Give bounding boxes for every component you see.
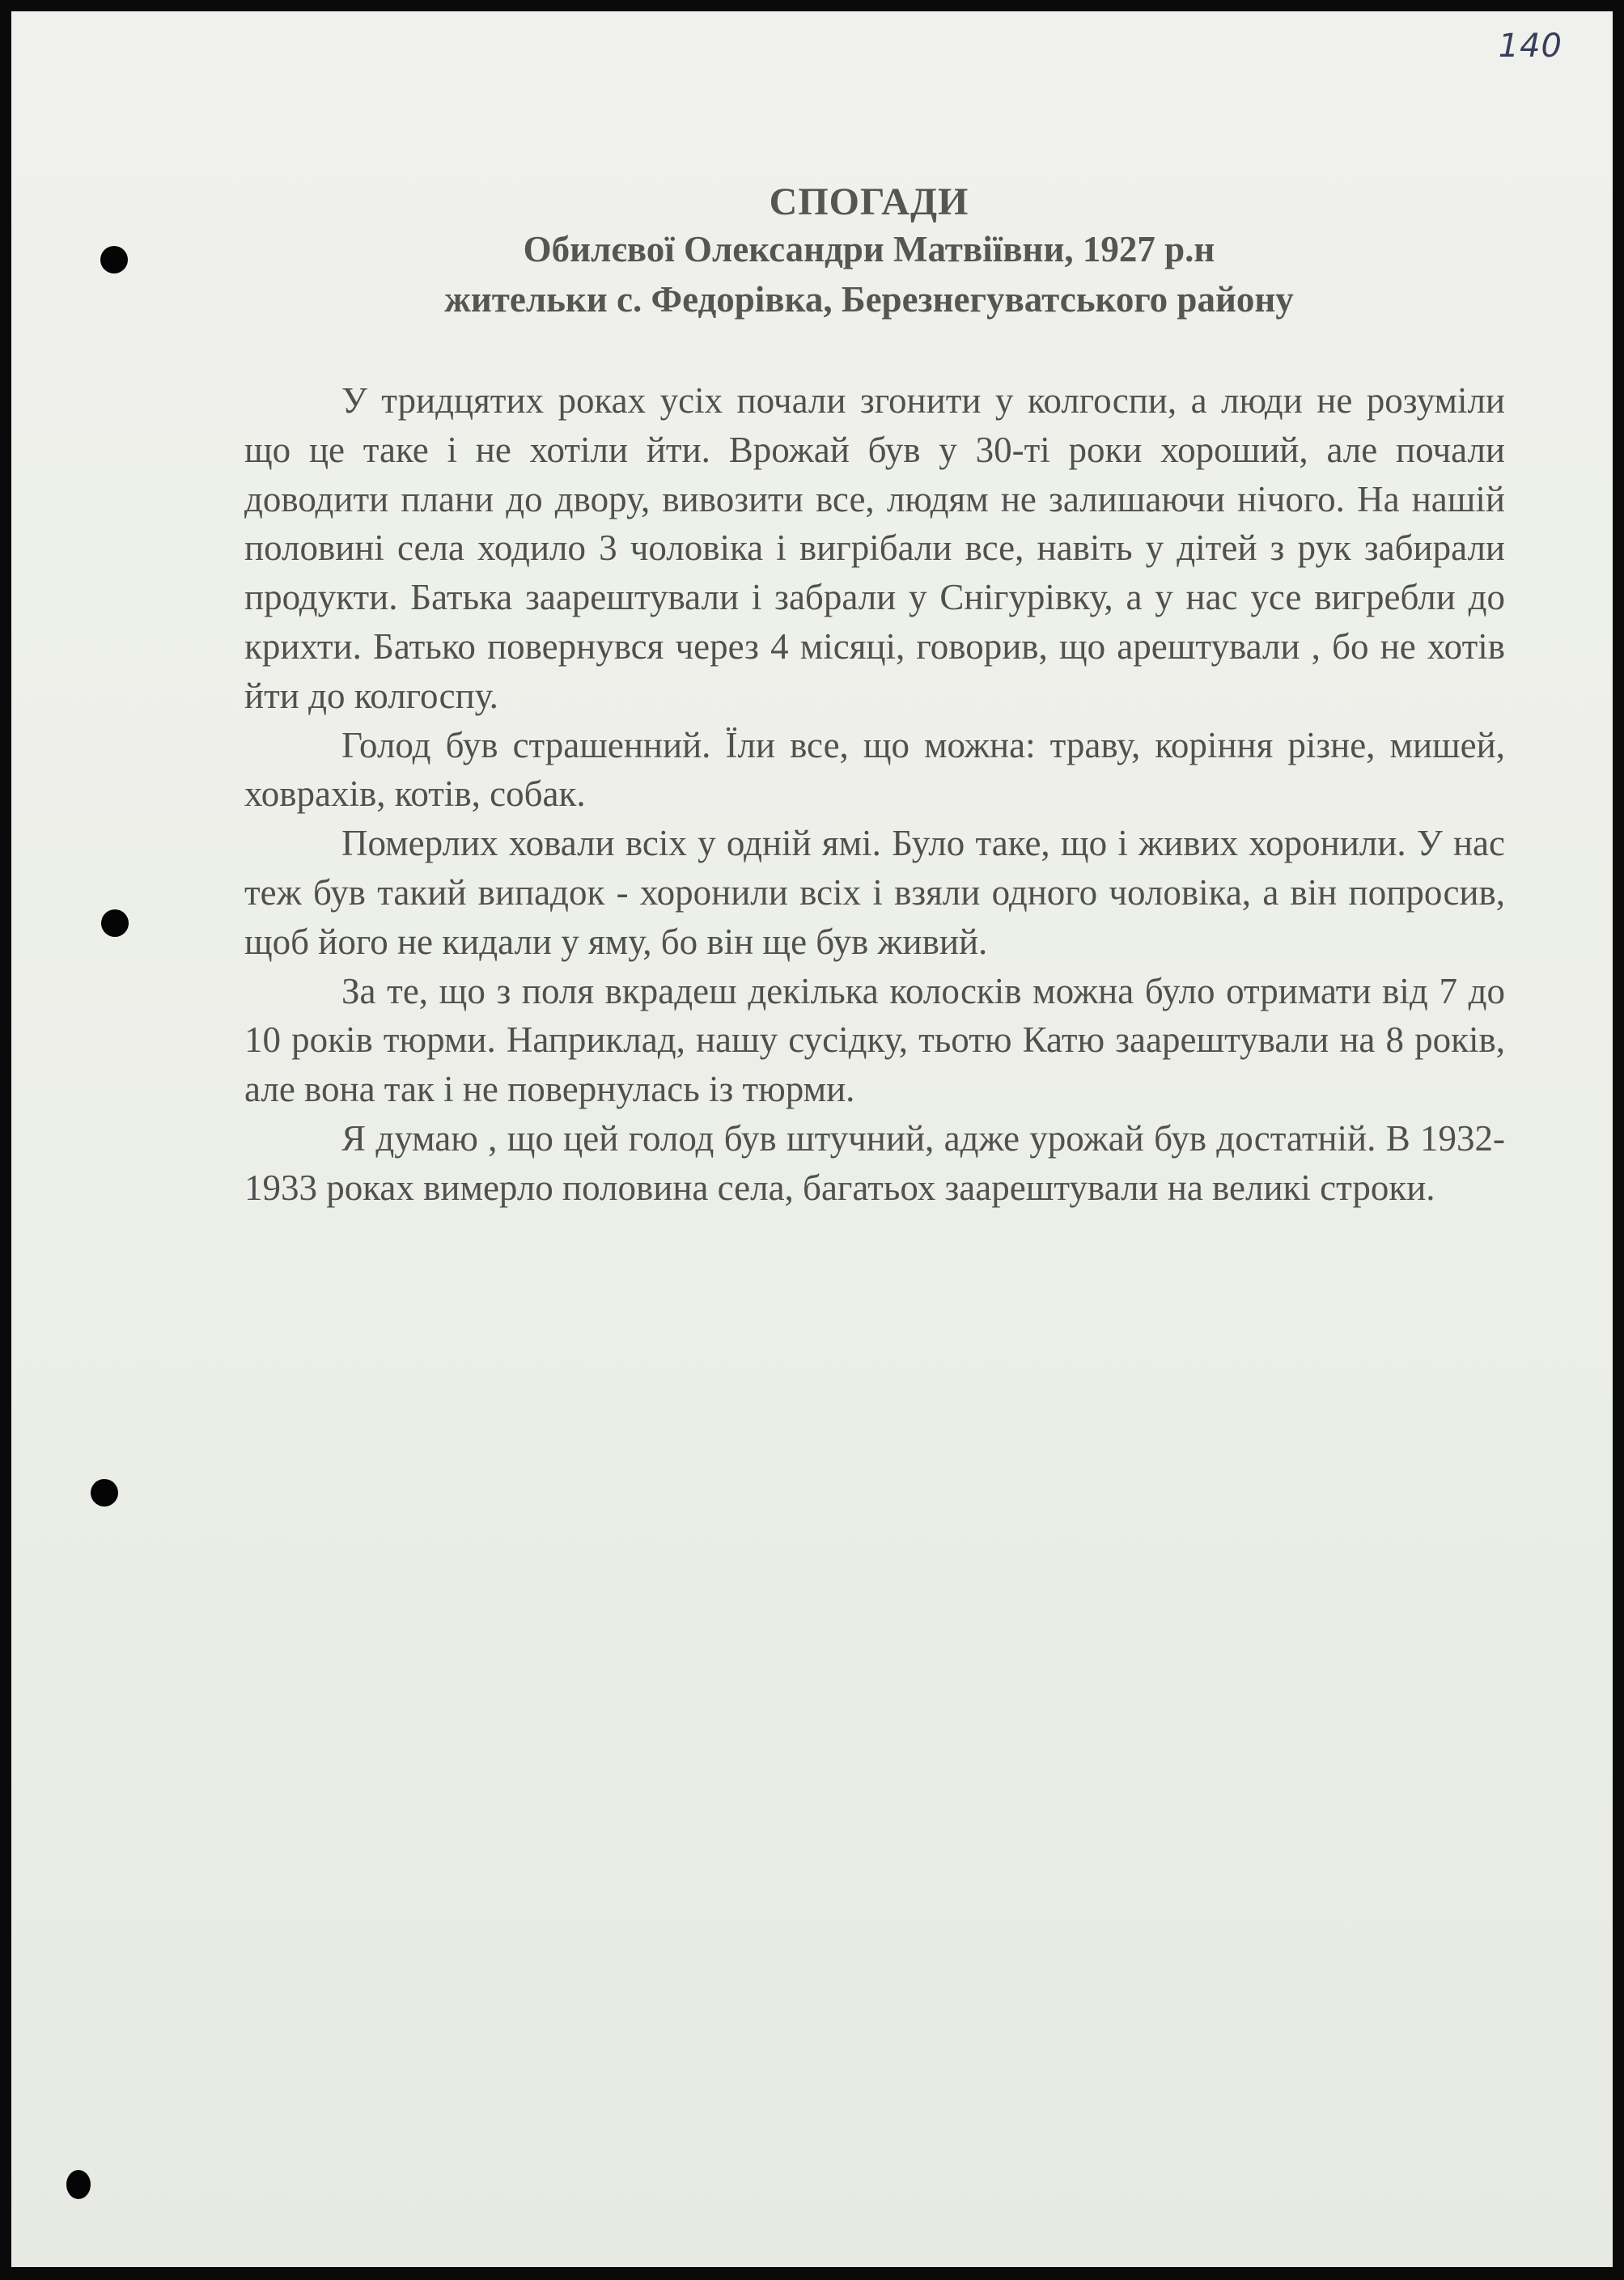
document-title: СПОГАДИ (769, 180, 969, 223)
author-residence-line: жительки с. Федорівка, Березнегуватського району (444, 279, 1294, 320)
paragraph: Я думаю , що цей голод був штучний, адже урожай був достатній. В 1932-1933 роках вимерло половина села, багатьох заарештували на великі строки. (244, 1117, 1505, 1208)
author-name-line: Обилєвої Олександри Матвіївни, 1927 р.н (523, 229, 1215, 269)
paragraph: У тридцятих роках усіх почали згонити у колгоспи, а люди не розуміли що це таке і не хотіли йти. Врожай був у 30-ті роки хороший, але почали доводити плани до двору, вивозити все, людям не залишаючи нічого. На нашій половині села ходило 3 чоловіка і вигрібали все, навіть у дітей з рук забирали продукти. Батька заарештували і забрали у Снігурівку, а у нас усе вигребли до крихти. Батько повернувся через 4 місяці, говорив, що арештували , бо не хотів йти до колгоспу. (244, 380, 1505, 716)
punch-hole (91, 1479, 118, 1507)
paper-sheet (11, 11, 1613, 2267)
punch-hole (66, 2170, 91, 2199)
paragraph: За те, що з поля вкрадеш декілька колосків можна було отримати від 7 до 10 років тюрми. Наприклад, нашу сусідку, тьотю Катю заарештували на 8 років, але вона так і не повернулась із тюрми. (244, 970, 1505, 1110)
paragraph: Голод був страшенний. Їли все, що можна: траву, коріння різне, мишей, ховрахів, котів, собак. (244, 724, 1505, 815)
paragraph: Померлих ховали всіх у одній ямі. Було таке, що і живих хоронили. У нас теж був такий випадок - хоронили всіх і взяли одного чоловіка, а він попросив, щоб його не кидали у яму, бо він ще був живий. (244, 823, 1505, 962)
memoir-body (244, 376, 1505, 1213)
punch-hole (101, 909, 129, 937)
handwritten-page-number: 140 (1498, 28, 1563, 65)
